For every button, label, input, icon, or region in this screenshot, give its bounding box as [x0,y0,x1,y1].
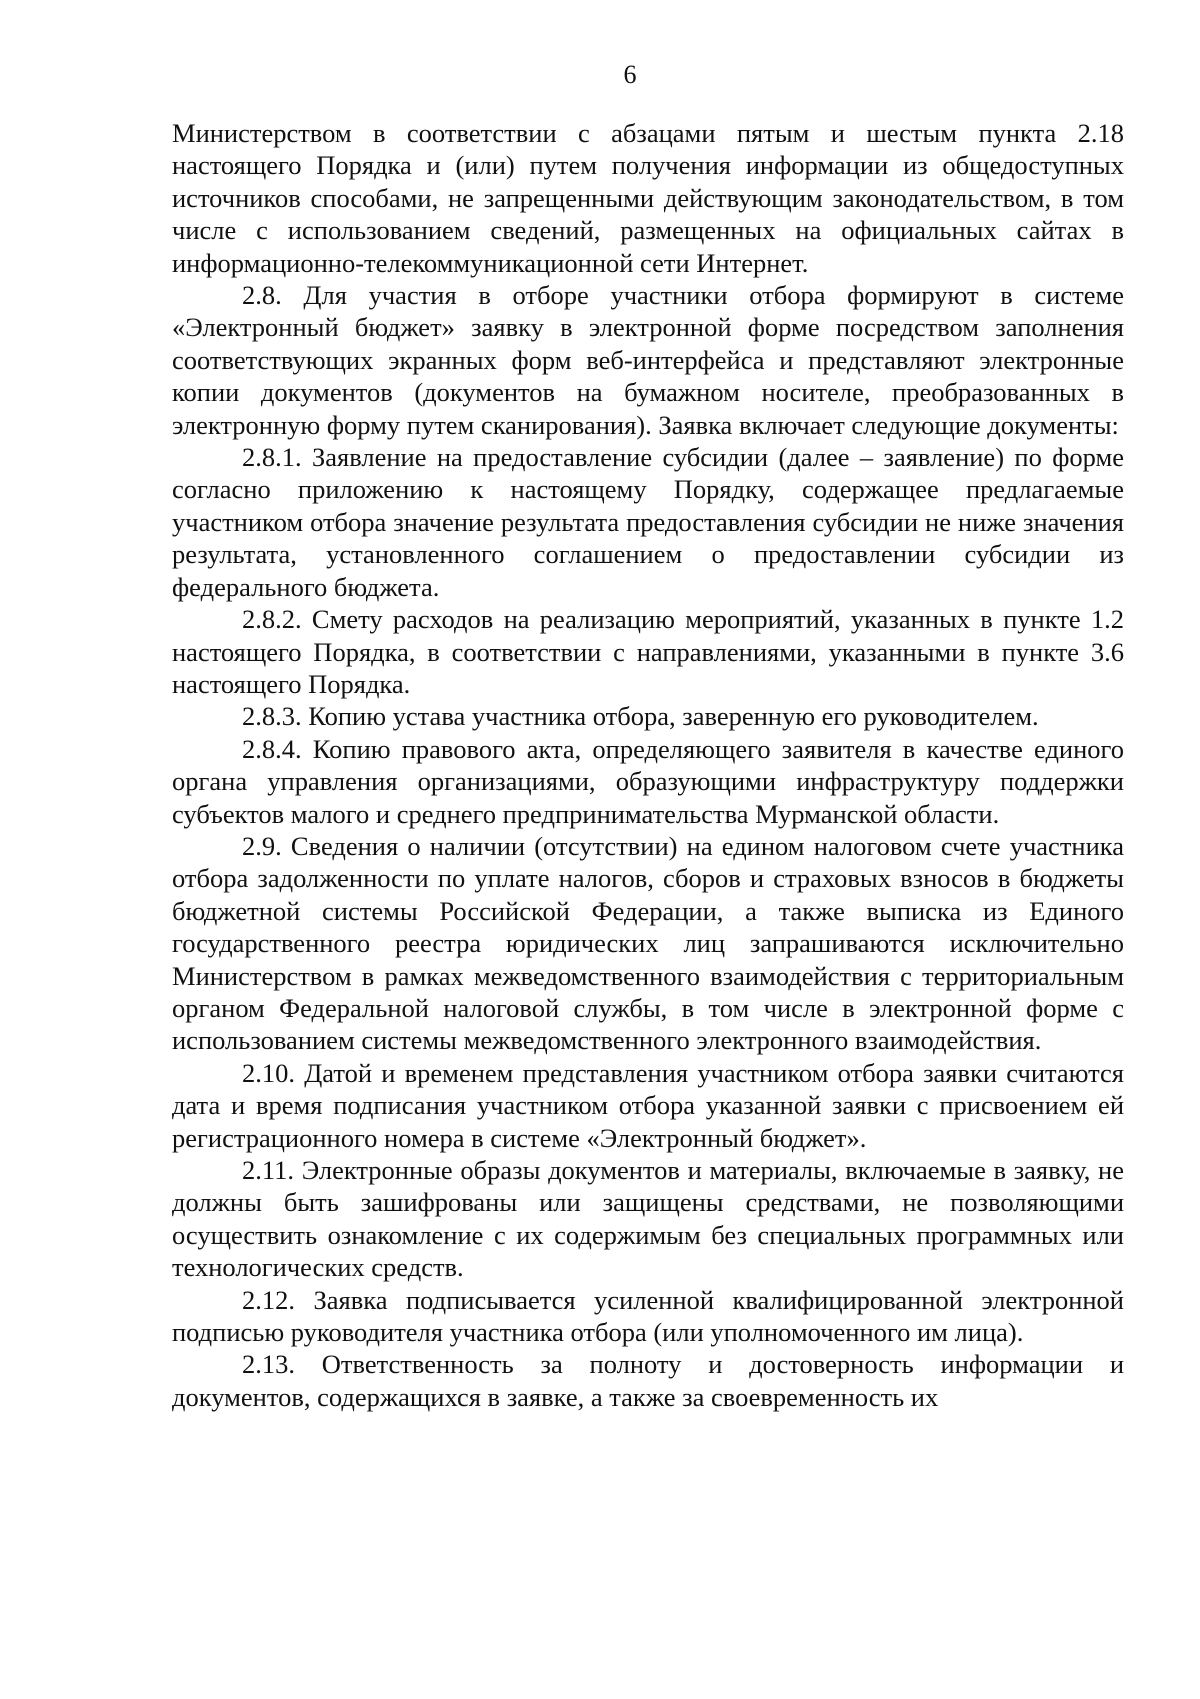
paragraph-2-13: 2.13. Ответственность за полноту и достоверность информации и документов, содержащихся в заявке, а также за своевременность их [172,1349,1124,1412]
page-number: 6 [623,60,637,89]
document-body [172,117,1124,1413]
paragraph-continuation: Министерством в соответствии с абзацами пятым и шестым пункта 2.18 настоящего Порядка и (или) путем получения информации из общедоступных источников способами, не запрещенными действующим законодательством, в том числе с использованием сведений, размещенных на официальных сайтах в информационно-телекоммуникационной сети Интернет. [172,118,1124,278]
paragraph-2-9: 2.9. Сведения о наличии (отсутствии) на едином налоговом счете участника отбора задолженности по уплате налогов, сборов и страховых взносов в бюджеты бюджетной системы Российской Федерации, а также выписка из Единого государственного реестра юридических лиц запрашиваются исключительно Министерством в рамках межведомственного взаимодействия с территориальным органом Федеральной налоговой службы, в том числе в электронной форме с использованием системы межведомственного электронного взаимодействия. [172,830,1124,1056]
paragraph-2-11: 2.11. Электронные образы документов и материалы, включаемые в заявку, не должны быть зашифрованы или защищены средствами, не позволяющими осуществить ознакомление с их содержимым без специальных программных или технологических средств. [172,1155,1124,1283]
paragraph-2-12: 2.12. Заявка подписывается усиленной квалифицированной электронной подписью руководителя участника отбора (или уполномоченного им лица). [172,1284,1124,1348]
paragraph-2-8-3: 2.8.3. Копию устава участника отбора, заверенную его руководителем. [242,701,1039,732]
paragraph-2-8-1: 2.8.1. Заявление на предоставление субсидии (далее – заявление) по форме согласно приложению к настоящему Порядку, содержащее предлагаемые участником отбора значение результата предоставления субсидии не ниже значения результата, установленного соглашением о предоставлении субсидии из федерального бюджета. [172,442,1124,602]
paragraph-2-8-4: 2.8.4. Копию правового акта, определяющего заявителя в качестве единого органа управления организациями, образующими инфраструктуру поддержки субъектов малого и среднего предпринимательства Мурманской области. [172,733,1124,829]
paragraph-2-10: 2.10. Датой и временем представления участником отбора заявки считаются дата и время подписания участником отбора указанной заявки с присвоением ей регистрационного номера в системе «Электронный бюджет». [172,1057,1124,1153]
paragraph-2-8-2: 2.8.2. Смету расходов на реализацию мероприятий, указанных в пункте 1.2 настоящего Порядка, в соответствии с направлениями, указанными в пункте 3.6 настоящего Порядка. [172,604,1124,699]
paragraph-2-8: 2.8. Для участия в отборе участники отбора формируют в системе «Электронный бюджет» заявку в электронной форме посредством заполнения соответствующих экранных форм веб-интерфейса и представляют электронные копии документов (документов на бумажном носителе, преобразованных в электронную форму путем сканирования). Заявка включает следующие документы: [172,280,1124,440]
